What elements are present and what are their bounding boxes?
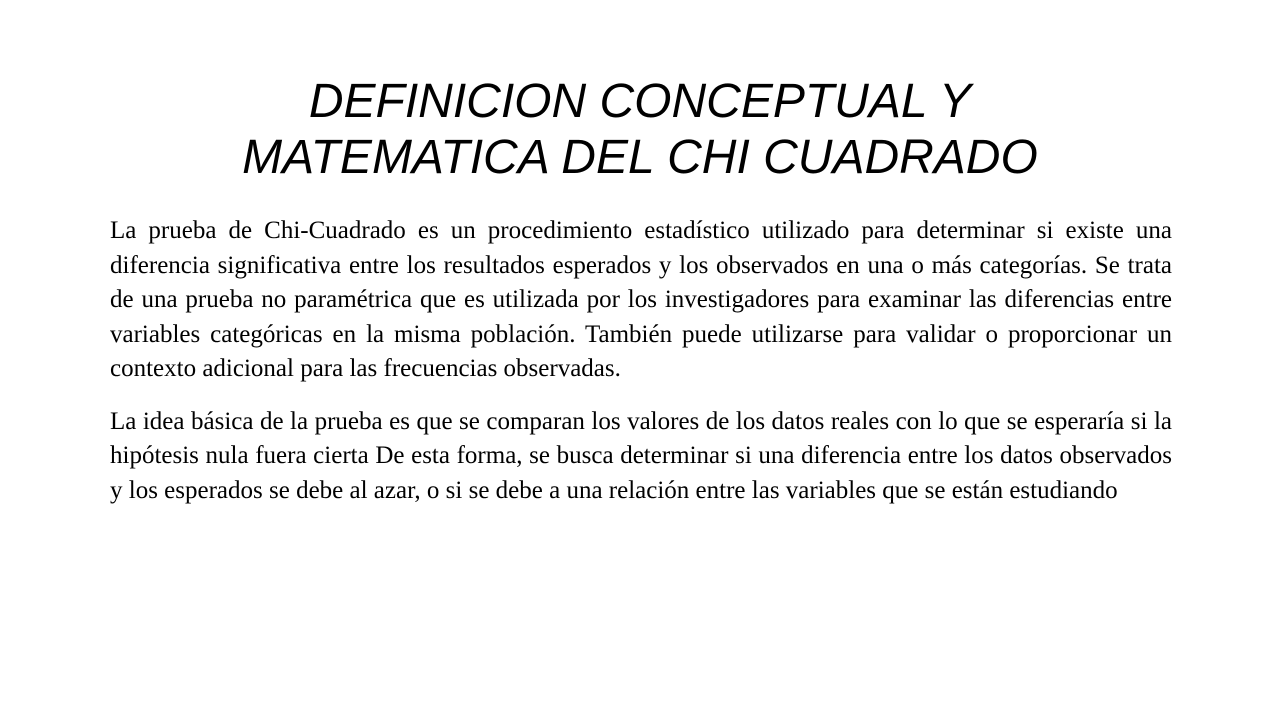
slide-title bbox=[110, 74, 1170, 186]
slide-title-line-2: MATEMATICA DEL CHI CUADRADO bbox=[242, 131, 1038, 184]
slide-body bbox=[110, 214, 1172, 526]
slide-title-line-1: DEFINICION CONCEPTUAL Y bbox=[308, 75, 972, 128]
body-paragraph-2: La idea básica de la prueba es que se comparan los valores de los datos reales con lo que se esperaría si la hipótesis nula fuera cierta De esta forma, se busca determinar si una diferencia entre los datos observados y los esperados se debe al azar, o si se debe a una relación entre las variables que se están estudiando bbox=[110, 407, 1172, 504]
body-paragraph-1: La prueba de Chi-Cuadrado es un procedimiento estadístico utilizado para determinar si existe una diferencia significativa entre los resultados esperados y los observados en una o más categorías. Se trata de una prueba no paramétrica que es utilizada por los investigadores para examinar las diferencias entre variables categóricas en la misma población. También puede utilizarse para validar o proporcionar un contexto adicional para las frecuencias observadas. bbox=[110, 217, 1172, 382]
